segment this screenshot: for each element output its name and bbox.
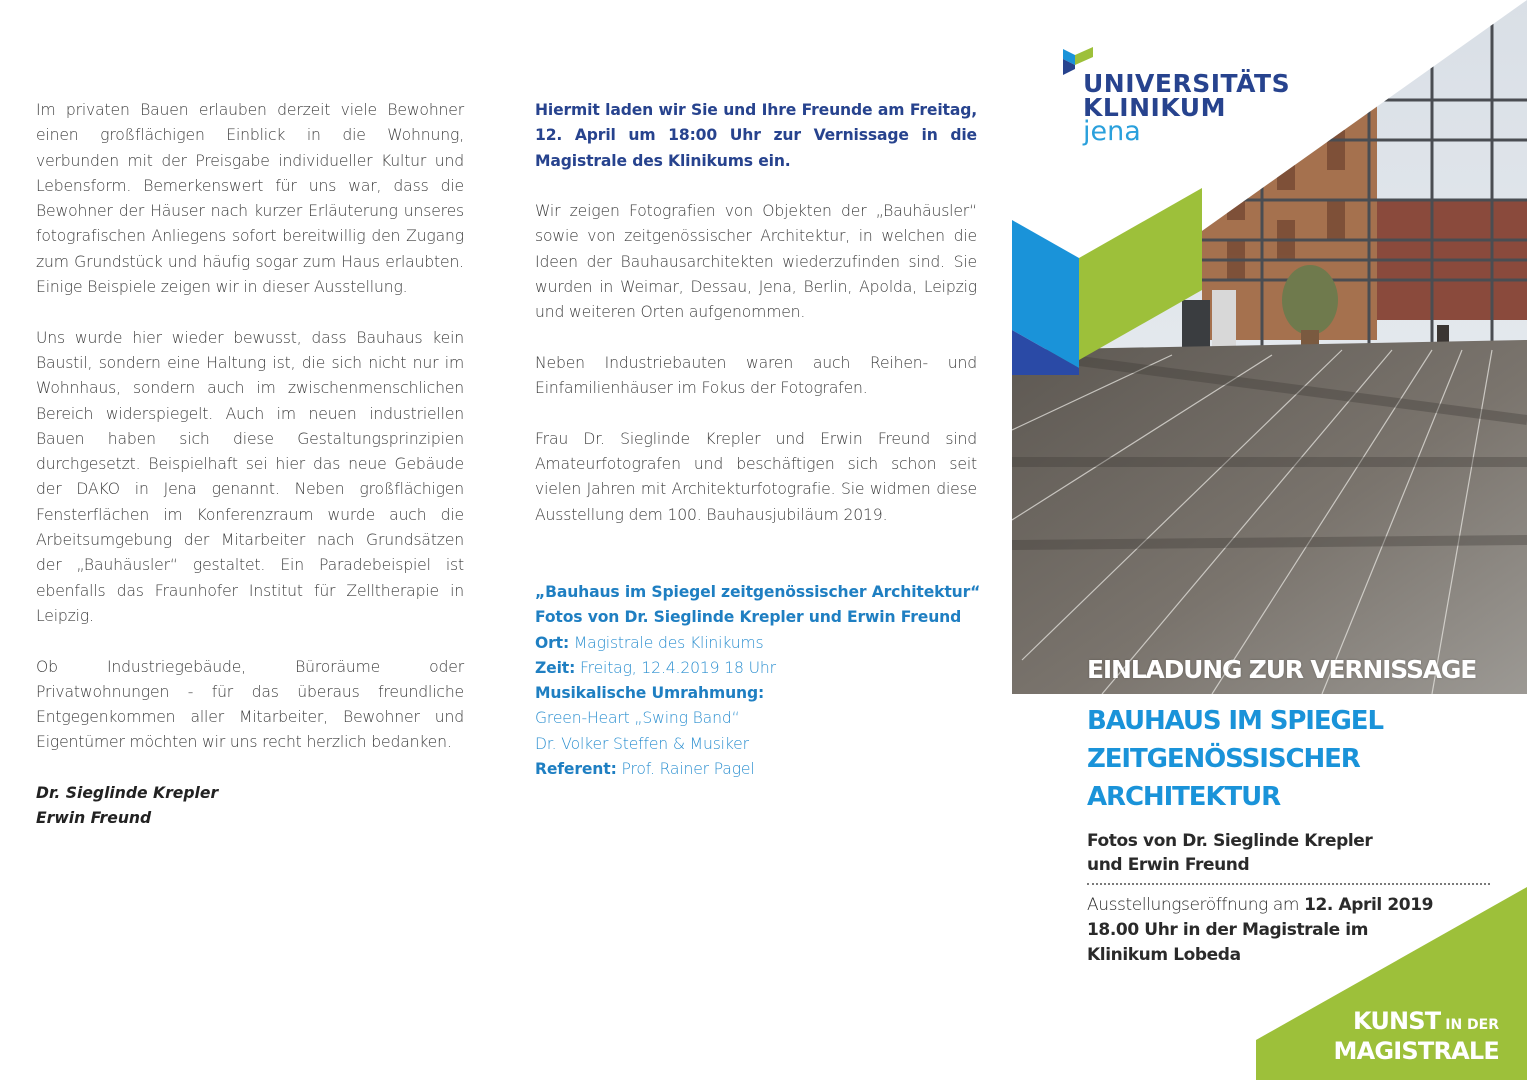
signature-name: Erwin Freund xyxy=(36,809,152,828)
signature-name: Dr. Sieglinde Krepler xyxy=(36,784,219,803)
floor xyxy=(1012,340,1527,694)
body-paragraph: Neben Industriebauten waren auch Reihen- und Einfamilienhäuser im Fokus der Fotografen. xyxy=(535,353,977,398)
series-word: IN DER xyxy=(1440,1017,1499,1033)
series-word: KUNST xyxy=(1352,1007,1441,1035)
photographers-credit xyxy=(1087,829,1507,877)
invitation-title: EINLADUNG ZUR VERNISSAGE xyxy=(1087,655,1477,684)
music-line: Dr. Volker Steffen & Musiker xyxy=(535,734,749,753)
body-paragraph: Im privaten Bauen erlauben derzeit viele Bewohner einen großflächigen Einblick in die Wohnung, verbunden mit der Preisgabe individueller Kultur und Lebensform. Bemerkenswert für uns war, dass die Bewohner der Häuser nach kurzer Erläuterung unseres fotografischen Anliegens sofort bereitwillig den Zugang zum Grundstück und häufig sogar zum Haus erlaubten. Einige Beispiele zeigen wir in dieser Ausstellung. xyxy=(36,101,464,297)
logo-text: jena xyxy=(1083,116,1141,147)
exhibition-subtitle: Fotos von Dr. Sieglinde Krepler und Erwin Freund xyxy=(535,608,962,627)
exhibition-title: „Bauhaus im Spiegel zeitgenössischer Architektur“ xyxy=(535,583,981,601)
event-info xyxy=(535,580,985,782)
speaker-label: Referent: xyxy=(535,760,617,779)
headline-line: BAUHAUS IM SPIEGEL xyxy=(1087,706,1383,736)
speaker-value: Prof. Rainer Pagel xyxy=(616,760,755,779)
opening-info xyxy=(1087,893,1507,968)
body-paragraph: Uns wurde hier wieder bewusst, dass Bauhaus kein Baustil, sondern eine Haltung ist, die sich nicht nur im Wohnhaus, sondern auch im zwischenmenschlichen Bereich widerspiegelt. Auch im neuen industriellen Bauen haben sich diese Gestaltungsprinzipien durchgesetzt. Beispielhaft sei hier das neue Gebäude der DAKO in Jena genannt. Neben großflächigen Fensterflächen im Konferenzraum wurde auch die Arbeitsumgebung der Mitarbeiter nach Grundsätzen der „Bauhäusler“ gestaltet. Ein Paradebeispiel ist ebenfalls das Fraunhofer Institut für Zelltherapie in Leipzig. xyxy=(36,328,464,625)
time-value: Freitag, 12.4.2019 18 Uhr xyxy=(575,658,776,677)
place-value: Magistrale des Klinikums xyxy=(569,633,764,652)
music-label: Musikalische Umrahmung: xyxy=(535,684,765,703)
left-column xyxy=(36,98,464,832)
logo-text: KLINIKUM xyxy=(1083,93,1226,122)
credit-line: Fotos von Dr. Sieglinde Krepler xyxy=(1087,831,1373,851)
body-paragraph: Wir zeigen Fotografien von Objekten der „Bauhäusler“ sowie von zeitgenössischer Architektur, in welchen die Ideen der Bauhausarchitekten wiederzufinden sind. Sie wurden in Weimar, Dessau, Jena, Berlin, Apolda, Leipzig und weiteren Orten aufgenommen. xyxy=(535,202,977,322)
credit-line: und Erwin Freund xyxy=(1087,855,1250,875)
opening-location: Klinikum Lobeda xyxy=(1087,945,1241,965)
opening-prefix: Ausstellungseröffnung am xyxy=(1087,895,1305,915)
time-row xyxy=(535,656,985,681)
place-row xyxy=(535,631,985,656)
logo-text: UNIVERSITÄTS xyxy=(1083,69,1291,98)
body-paragraph: Frau Dr. Sieglinde Krepler und Erwin Freund sind Amateurfotografen und beschäftigen sich schon seit vielen Jahren mit Architekturfotografie. Sie widmen diese Ausstellung dem 100. Bauhausjubiläum 2019. xyxy=(535,429,977,524)
speaker-row xyxy=(535,757,985,782)
exhibition-headline xyxy=(1087,702,1507,816)
opening-time-place: 18.00 Uhr in der Magistrale im xyxy=(1087,920,1369,940)
invitation-intro: Hiermit laden wir Sie und Ihre Freunde am Freitag, 12. April um 18:00 Uhr zur Vernissage in die Magistrale des Klinikums ein. xyxy=(535,101,977,170)
middle-column xyxy=(535,98,977,553)
series-label xyxy=(1334,1008,1500,1064)
time-label: Zeit: xyxy=(535,658,576,677)
opening-date: 12. April 2019 xyxy=(1304,895,1434,915)
dotted-divider xyxy=(1087,883,1490,885)
headline-line: ZEITGENÖSSISCHER xyxy=(1087,744,1360,774)
series-word: MAGISTRALE xyxy=(1333,1037,1499,1065)
place-label: Ort: xyxy=(535,633,570,652)
body-paragraph: Ob Industriegebäude, Büroräume oder Privatwohnungen - für das überaus freundliche Entgegenkommen aller Mitarbeiter, Bewohner und Eigentümer möchten wir uns recht herzlich bedanken. xyxy=(36,657,464,752)
signature xyxy=(36,781,464,832)
university-logo xyxy=(1063,47,1293,157)
headline-line: ARCHITEKTUR xyxy=(1087,782,1281,812)
music-line: Green-Heart „Swing Band“ xyxy=(535,709,740,728)
